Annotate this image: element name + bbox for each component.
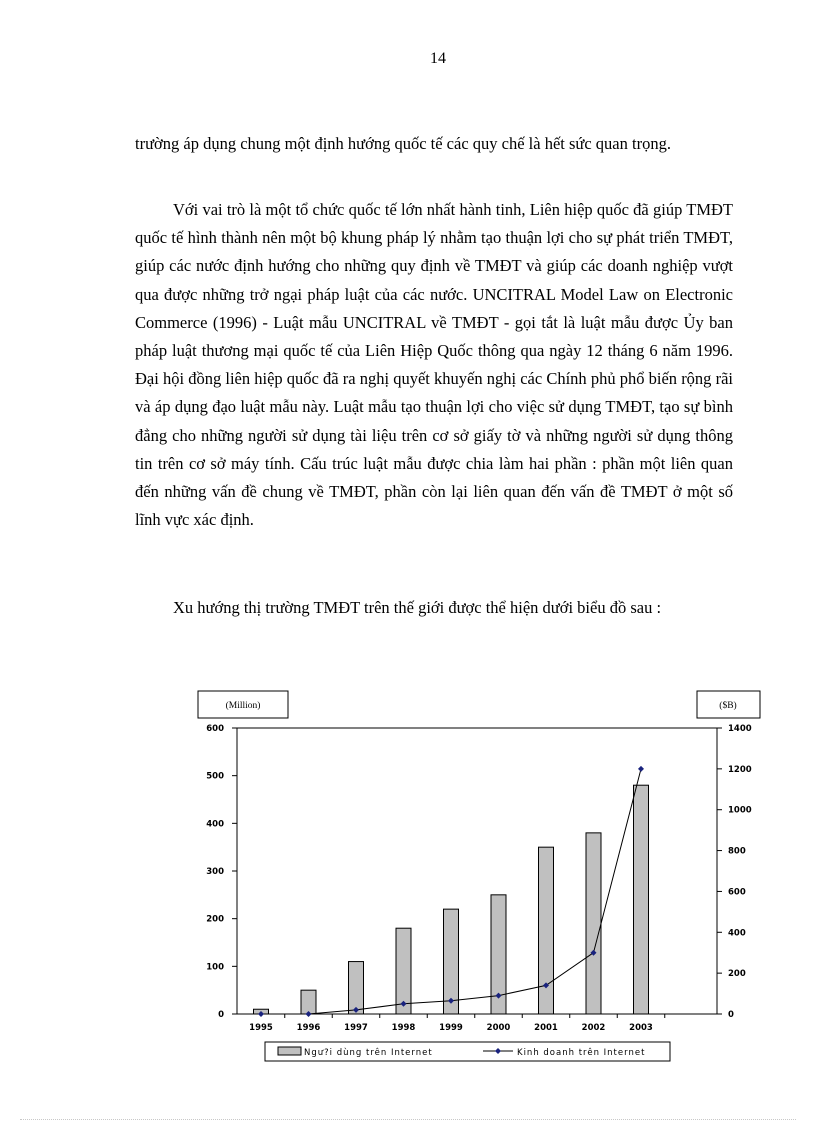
- x-tick-label: 2000: [486, 1023, 511, 1033]
- right-tick-label: 200: [728, 969, 746, 980]
- paragraph-2: Với vai trò là một tổ chức quốc tế lớn nhất hành tinh, Liên hiệp quốc đã giúp TMĐT quốc tế hình thành nên một bộ khung pháp lý nhằm tạo thuận lợi cho sự phát triển TMĐT, giúp các nước định hướng cho những quy định về TMĐT và giúp các doanh nghiệp vượt qua được những trở ngại pháp luật của các nước. UNCITRAL Model Law on Electronic Commerce (1996) - Luật mẫu UNCITRAL về TMĐT - gọi tắt là luật mẫu được Ủy ban pháp luật thương mại quốc tế của Liên Hiệp Quốc thông qua ngày 12 tháng 6 năm 1996. Đại hội đồng liên hiệp quốc đã ra nghị quyết khuyến nghị các Chính phủ phổ biến rộng rãi và áp dụng đạo luật mẫu này. Luật mẫu tạo thuận lợi cho việc sử dụng TMĐT, tạo sự bình đẳng cho những người sử dụng tài liệu trên cơ sở giấy tờ và những người sử dụng thông tin trên cơ sở máy tính. Cấu trúc luật mẫu được chia làm hai phần : phần một liên quan đến những vấn đề chung về TMĐT, phần còn lại liên quan đến vấn đề TMĐT ở một số lĩnh vực xác định.: [135, 200, 733, 530]
- legend-line-label: Kinh doanh trên Internet: [517, 1048, 646, 1058]
- left-tick-label: 300: [206, 867, 224, 877]
- chart: [190, 688, 770, 1068]
- right-axis-label: ($B): [719, 701, 737, 711]
- left-tick-label: 500: [206, 771, 224, 782]
- bar: [349, 962, 364, 1014]
- left-tick-label: 600: [206, 724, 224, 734]
- x-tick-label: 2002: [581, 1023, 606, 1033]
- right-tick-label: 0: [728, 1010, 734, 1020]
- paragraph-3: Xu hướng thị trường TMĐT trên thế giới được thể hiện dưới biểu đồ sau :: [173, 598, 662, 617]
- right-tick-label: 600: [728, 887, 746, 898]
- bar: [301, 990, 316, 1014]
- x-tick-label: 1996: [296, 1023, 321, 1033]
- left-axis-label: (Million): [225, 701, 261, 711]
- left-tick-label: 200: [206, 914, 224, 925]
- x-tick-label: 1998: [391, 1023, 416, 1033]
- right-tick-label: 1000: [728, 805, 752, 816]
- bar: [634, 785, 649, 1014]
- right-tick-label: 800: [728, 846, 746, 857]
- paragraph-1: trường áp dụng chung một định hướng quốc tế các quy chế là hết sức quan trọng.: [135, 134, 671, 153]
- bar: [586, 833, 601, 1014]
- legend-bar-label: Ngư?i dùng trên Internet: [304, 1048, 433, 1058]
- page-number: 14: [430, 50, 446, 67]
- chart-svg: [190, 688, 770, 1068]
- bar: [539, 847, 554, 1014]
- x-tick-label: 1997: [344, 1023, 368, 1033]
- left-tick-label: 400: [206, 819, 224, 830]
- x-tick-label: 2001: [534, 1023, 558, 1033]
- x-tick-label: 1999: [439, 1023, 463, 1033]
- x-tick-label: 2003: [629, 1023, 653, 1033]
- right-tick-label: 1400: [728, 724, 752, 734]
- right-tick-label: 400: [728, 928, 746, 939]
- page-footer-divider: [20, 1119, 796, 1120]
- legend-bar-swatch: [278, 1047, 301, 1055]
- left-tick-label: 100: [206, 962, 224, 973]
- left-tick-label: 0: [218, 1010, 224, 1020]
- line-marker: [638, 766, 644, 772]
- x-tick-label: 1995: [249, 1023, 273, 1033]
- right-tick-label: 1200: [728, 764, 752, 775]
